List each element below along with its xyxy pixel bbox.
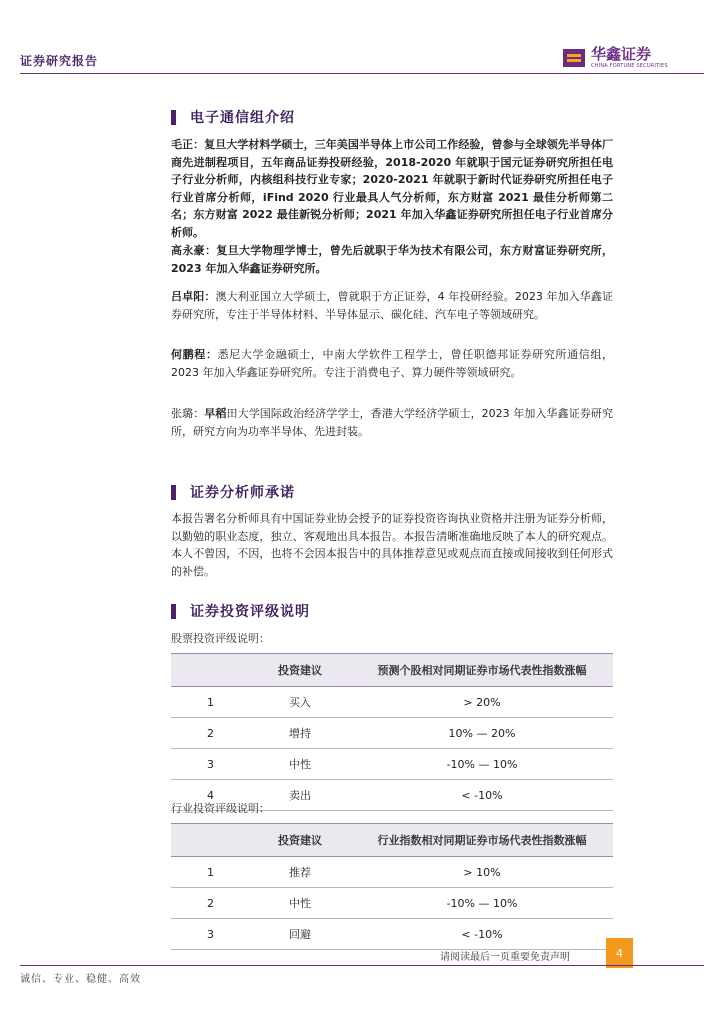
table-header-cell: 预测个股相对同期证券市场代表性指数涨幅 [351,654,613,687]
member-name: 毛正： [171,138,205,151]
rating-index: 1 [171,687,249,718]
section-marker [171,110,176,125]
table-header-cell: 投资建议 [249,824,351,857]
rating-range: > 20% [351,687,613,718]
company-logo [563,46,668,70]
table-row [171,749,613,780]
member-name: 张璐： [171,407,205,420]
member-name: 高永豪： [171,244,217,257]
table-header-cell: 投资建议 [249,654,351,687]
table-row [171,919,613,950]
table-row [171,888,613,919]
rating-section [171,601,613,621]
stock-rating-table [171,653,613,811]
member-lv [171,288,613,323]
member-name: 何鹏程： [171,348,218,361]
industry-rating-block [171,800,613,950]
rating-index: 4 [171,780,249,811]
rating-recommendation: 中性 [249,888,351,919]
table-header-cell: 行业指数相对同期证券市场代表性指数涨幅 [351,824,613,857]
table-header-row [171,654,613,687]
logo-name-cn: 华鑫证券 [591,45,652,63]
rating-recommendation: 卖出 [249,780,351,811]
section-marker [171,485,176,500]
stock-rating-label: 股票投资评级说明： [171,632,270,645]
industry-rating-label: 行业投资评级说明： [171,802,270,815]
section-marker [171,604,176,619]
rating-index: 2 [171,718,249,749]
table-row [171,718,613,749]
rating-range: > 10% [351,857,613,888]
rating-range: < -10% [351,919,613,950]
team-section-title: 电子通信组介绍 [190,110,295,126]
rating-recommendation: 买入 [249,687,351,718]
commitment-body [171,510,613,580]
rating-range: 10% — 20% [351,718,613,749]
rating-title: 证券投资评级说明 [190,604,310,620]
table-header-cell [171,654,249,687]
table-header-row [171,824,613,857]
commitment-text: 本报告署名分析师具有中国证券业协会授予的证券投资咨询执业资格并注册为证券分析师，以勤勉的职业态度，独立、客观地出具本报告。本报告清晰准确地反映了本人的研究观点。本人不曾因，不因，也将不会因本报告中的具体推荐意见或观点而直接或间接收到任何形式的补偿。 [171,512,613,578]
commitment-title: 证券分析师承诺 [190,485,295,501]
rating-range: < -10% [351,780,613,811]
logo-mark-icon [563,49,585,67]
report-type-label: 证券研究报告 [20,54,99,68]
rating-range: -10% — 10% [351,888,613,919]
member-bio: 复旦大学物理学博士，曾先后就职于华为技术有限公司，东方财富证券研究所，2023 年加入华鑫证券研究所。 [171,244,614,275]
member-bio: 悉尼大学金融硕士，中南大学软件工程学士，曾任职德邦证券研究所通信组，2023 年加入华鑫证券研究所。专注于消费电子、算力硬件等领域研究。 [171,348,614,379]
team-section [171,107,613,127]
stock-rating-block [171,630,613,811]
rating-recommendation: 增持 [249,718,351,749]
company-motto: 诚信、专业、稳健、高效 [20,974,141,985]
table-row [171,687,613,718]
rating-index: 1 [171,857,249,888]
member-bio: 澳大利亚国立大学硕士，曾就职于方正证券，4 年投研经验。2023 年加入华鑫证券研究所，专注于半导体材料、半导体显示、碳化硅、汽车电子等领域研究。 [171,290,614,321]
page-number: 4 [606,938,633,968]
logo-name-en: CHINA FORTUNE SECURITIES [591,63,668,69]
member-gao [171,242,613,277]
disclaimer-note: 请阅读最后一页重要免责声明 [440,952,570,963]
rating-recommendation: 中性 [249,749,351,780]
table-header-cell [171,824,249,857]
member-he [171,346,613,381]
member-mao [171,136,613,241]
commitment-section [171,482,613,502]
member-name: 吕卓阳： [171,290,216,303]
member-zhang [171,405,613,440]
header-divider [20,73,704,74]
member-bio: 田大学国际政治经济学学士，香港大学经济学硕士，2023 年加入华鑫证券研究所，研究方向为功率半导体、先进封装。 [171,407,614,438]
rating-recommendation: 回避 [249,919,351,950]
rating-index: 2 [171,888,249,919]
rating-range: -10% — 10% [351,749,613,780]
footer-divider [20,965,704,966]
member-name-emphasis: 早稻 [204,407,227,420]
rating-index: 3 [171,749,249,780]
table-row [171,857,613,888]
member-bio: 复旦大学材料学硕士，三年美国半导体上市公司工作经验，曾参与全球领先半导体厂商先进制程项目，五年商品证券投研经验，2018-2020 年就职于国元证券研究所担任电子行业分析师，内核组科技行业专家；2020-2021 年就职于新时代证券研究所担任电子行业首席分析师，iFind 2020 行业最具人气分析师，东方财富 2021 最佳分析师第二名；东方财富 2022 最佳新锐分析师；2021 年加入华鑫证券研究所担任电子行业首席分析师。 [171,138,613,239]
rating-index: 3 [171,919,249,950]
rating-recommendation: 推荐 [249,857,351,888]
industry-rating-table [171,823,613,950]
